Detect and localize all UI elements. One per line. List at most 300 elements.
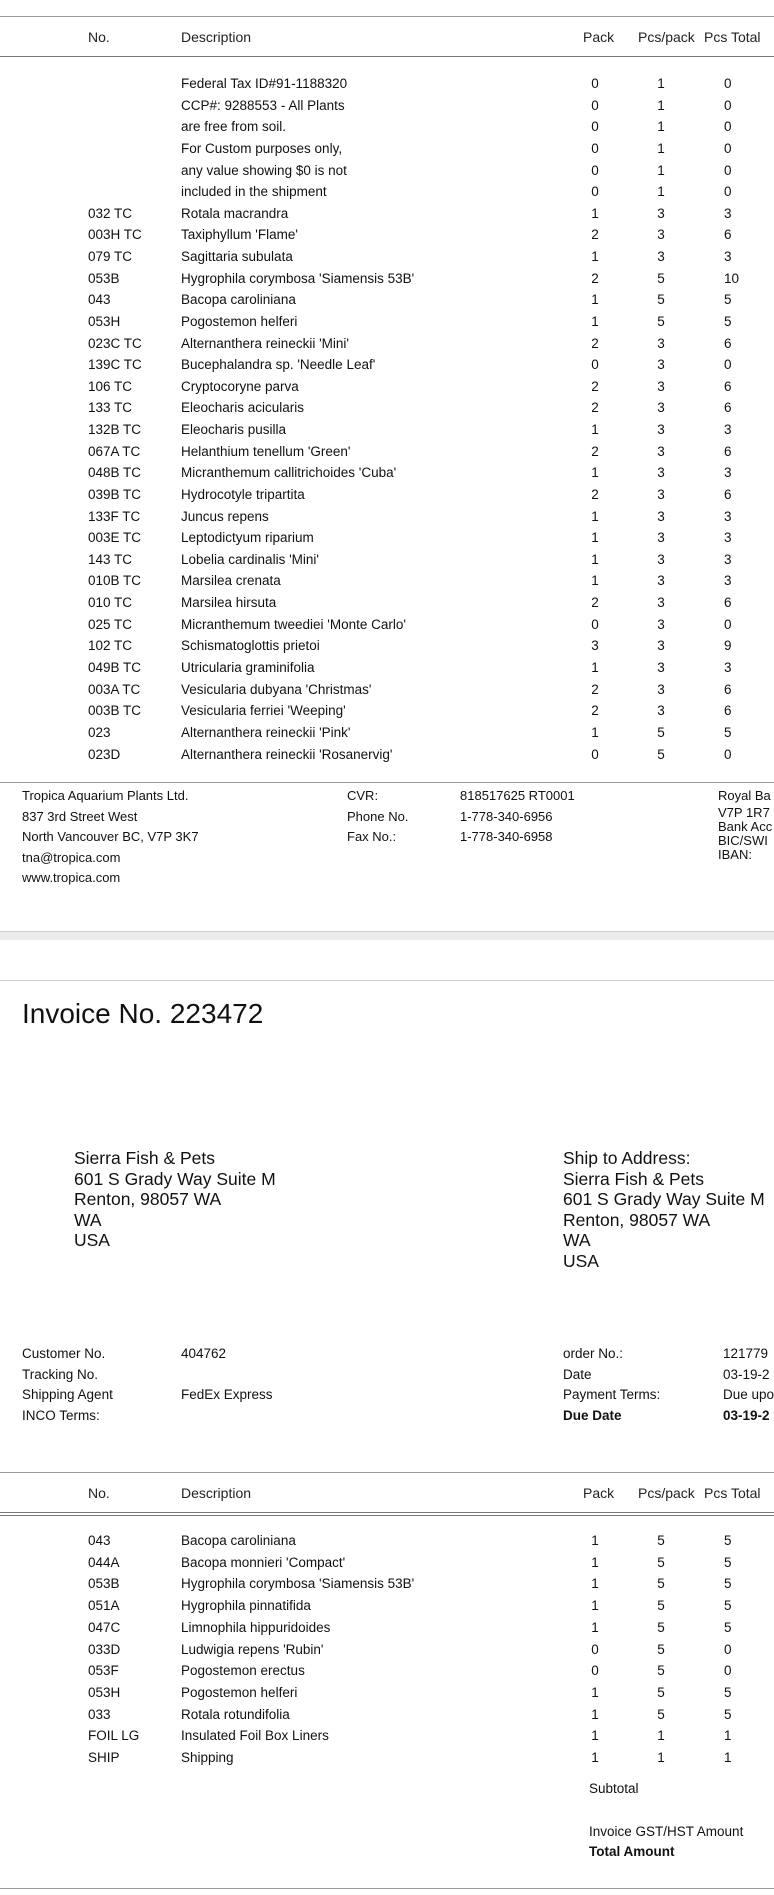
item-pack: 0 xyxy=(591,357,599,373)
table-row xyxy=(0,163,774,185)
item-description: Eleocharis acicularis xyxy=(181,400,305,416)
item-pcs-per-pack: 3 xyxy=(657,595,665,611)
col-description-header-2: Description xyxy=(181,1485,252,1501)
item-pcs-per-pack: 5 xyxy=(657,1554,665,1570)
item-no: 044A xyxy=(88,1554,120,1570)
table-row xyxy=(0,1642,774,1664)
item-pcs-total: 0 xyxy=(724,140,732,156)
table-row xyxy=(0,76,774,98)
table-row xyxy=(0,552,774,574)
item-description: Pogostemon helferi xyxy=(181,313,298,329)
item-pcs-per-pack: 3 xyxy=(657,465,665,481)
item-pack: 2 xyxy=(591,270,599,286)
company-city: North Vancouver BC, V7P 3K7 xyxy=(22,829,199,844)
phone-label: Phone No. xyxy=(347,808,409,824)
item-description: Hygrophila pinnatifida xyxy=(181,1598,311,1614)
item-pack: 2 xyxy=(591,227,599,243)
item-pack: 0 xyxy=(591,1641,599,1657)
item-no: 039B TC xyxy=(88,486,142,502)
item-pcs-total: 0 xyxy=(724,357,732,373)
item-pack: 1 xyxy=(591,551,599,567)
item-pcs-per-pack: 3 xyxy=(657,508,665,524)
item-no: 079 TC xyxy=(88,249,133,265)
item-pcs-per-pack: 3 xyxy=(657,530,665,546)
table-row xyxy=(0,206,774,228)
top-rule xyxy=(0,16,774,17)
item-pcs-total: 1 xyxy=(724,1750,732,1765)
item-pack: 1 xyxy=(591,1598,599,1614)
item-pcs-total: 5 xyxy=(724,1533,732,1548)
item-pcs-per-pack: 3 xyxy=(657,227,665,243)
item-pcs-per-pack: 5 xyxy=(657,1641,665,1657)
item-pcs-per-pack: 5 xyxy=(657,1706,665,1722)
item-pack: 3 xyxy=(591,638,599,654)
bill-to-street: 601 S Grady Way Suite M xyxy=(74,1168,276,1189)
item-description: Bacopa monnieri 'Compact' xyxy=(181,1554,346,1570)
cvr-label: CVR: xyxy=(347,788,379,803)
item-pcs-per-pack: 1 xyxy=(657,1728,665,1744)
item-pcs-total: 3 xyxy=(724,551,732,567)
company-name: Tropica Aquarium Plants Ltd. xyxy=(22,788,189,803)
item-description: Federal Tax ID#91-1188320 xyxy=(181,76,348,91)
payment-terms-label: Payment Terms: xyxy=(563,1387,661,1402)
item-pcs-total: 6 xyxy=(724,703,732,719)
page-break-white xyxy=(0,940,774,980)
item-pcs-total: 0 xyxy=(724,616,732,632)
item-pcs-total: 5 xyxy=(724,1619,732,1635)
ship-to-street: 601 S Grady Way Suite M xyxy=(563,1189,765,1209)
item-pcs-per-pack: 1 xyxy=(657,76,665,91)
item-pcs-total: 5 xyxy=(724,1684,732,1700)
item-no: SHIP xyxy=(88,1750,120,1765)
item-pcs-per-pack: 5 xyxy=(657,1619,665,1635)
bank-name: Royal Ba xyxy=(718,788,771,803)
table-row xyxy=(0,184,774,206)
item-no: 010B TC xyxy=(88,573,142,589)
item-pack: 1 xyxy=(591,292,599,308)
item-pcs-total: 6 xyxy=(724,443,732,459)
item-pcs-total: 3 xyxy=(724,465,732,481)
item-pcs-total: 0 xyxy=(724,97,732,113)
item-pack: 0 xyxy=(591,140,599,156)
table-row xyxy=(0,638,774,660)
fax-value: 1-778-340-6958 xyxy=(460,829,553,844)
bank-iban: IBAN: xyxy=(718,847,752,862)
table-row xyxy=(0,487,774,509)
table-row xyxy=(0,271,774,293)
bank-details xyxy=(718,786,772,862)
table-row xyxy=(0,1576,774,1598)
customer-no-label: Customer No. xyxy=(22,1346,106,1361)
table-row xyxy=(0,227,774,249)
item-pack: 2 xyxy=(591,335,599,351)
col-pack-header-2: Pack xyxy=(583,1485,615,1501)
item-pcs-per-pack: 3 xyxy=(657,335,665,351)
item-pack: 0 xyxy=(591,76,599,91)
bank-postal: V7P 1R7 xyxy=(718,805,770,820)
table-row xyxy=(0,119,774,141)
item-pcs-total: 3 xyxy=(724,422,732,438)
item-pcs-total: 0 xyxy=(724,184,732,200)
table-row xyxy=(0,379,774,401)
header-rule xyxy=(0,56,774,57)
item-pack: 1 xyxy=(591,1728,599,1744)
item-no: 043 xyxy=(88,292,111,308)
tracking-no-label: Tracking No. xyxy=(22,1366,99,1382)
ship-to-name: Sierra Fish & Pets xyxy=(563,1168,705,1189)
item-description: Taxiphyllum 'Flame' xyxy=(181,227,298,243)
item-pack: 2 xyxy=(591,378,599,394)
item-description: Rotala rotundifolia xyxy=(181,1706,290,1722)
item-pack: 2 xyxy=(591,703,599,719)
item-description: Pogostemon erectus xyxy=(181,1663,305,1679)
ship-to-city: Renton, 98057 WA xyxy=(563,1209,711,1230)
table-row xyxy=(0,98,774,120)
phone-value: 1-778-340-6956 xyxy=(460,808,553,824)
item-pcs-total: 3 xyxy=(724,508,732,524)
table-row xyxy=(0,249,774,271)
table-row xyxy=(0,1620,774,1642)
item-no: 047C xyxy=(88,1619,121,1635)
item-pack: 1 xyxy=(591,1554,599,1570)
item-no: 023D xyxy=(88,746,121,762)
item-no: 053F xyxy=(88,1663,119,1679)
company-email[interactable]: tna@tropica.com xyxy=(22,849,121,865)
table-row xyxy=(0,400,774,422)
item-pcs-per-pack: 3 xyxy=(657,443,665,459)
table-row xyxy=(0,1685,774,1707)
total-amount-label: Total Amount xyxy=(589,1844,675,1859)
table-row xyxy=(0,314,774,336)
table-row xyxy=(0,725,774,747)
item-pcs-total: 5 xyxy=(724,724,732,740)
item-pcs-total: 6 xyxy=(724,335,732,351)
item-description: Micranthemum tweediei 'Monte Carlo' xyxy=(181,616,406,632)
company-id-labels xyxy=(347,786,408,848)
item-description: For Custom purposes only, xyxy=(181,140,343,156)
order-no-value: 121779 xyxy=(723,1346,769,1361)
item-no: 053H xyxy=(88,1684,121,1700)
bill-to-address xyxy=(74,1148,276,1251)
table-row xyxy=(0,465,774,487)
item-pcs-per-pack: 3 xyxy=(657,660,665,675)
item-pcs-total: 5 xyxy=(724,1554,732,1570)
item-pcs-total: 0 xyxy=(724,119,732,135)
item-no: 043 xyxy=(88,1533,111,1548)
item-no: 102 TC xyxy=(88,638,133,654)
item-no: 025 TC xyxy=(88,616,133,632)
item-description: Sagittaria subulata xyxy=(181,249,293,265)
date-label: Date xyxy=(563,1366,592,1382)
item-pack: 0 xyxy=(591,119,599,135)
item-pack: 1 xyxy=(591,724,599,740)
item-description: Insulated Foil Box Liners xyxy=(181,1728,329,1744)
item-pack: 0 xyxy=(591,162,599,178)
item-pack: 0 xyxy=(591,97,599,113)
item-pack: 2 xyxy=(591,443,599,459)
item-no: 133 TC xyxy=(88,400,133,416)
bank-bic: BIC/SWI xyxy=(718,833,768,848)
item-pcs-per-pack: 1 xyxy=(657,162,665,178)
item-pcs-per-pack: 5 xyxy=(657,1684,665,1700)
table-row xyxy=(0,573,774,595)
order-no-label: order No.: xyxy=(563,1346,624,1361)
item-description: Limnophila hippuridoides xyxy=(181,1619,331,1635)
table-row xyxy=(0,1728,774,1750)
item-pcs-per-pack: 3 xyxy=(657,205,665,221)
item-pcs-total: 6 xyxy=(724,227,732,243)
customer-info-labels xyxy=(22,1344,113,1426)
item-description: are free from soil. xyxy=(181,119,287,135)
table-row xyxy=(0,530,774,552)
item-pcs-per-pack: 5 xyxy=(657,292,665,308)
item-description: any value showing $0 is not xyxy=(181,162,347,178)
item-description: Vesicularia ferriei 'Weeping' xyxy=(181,703,346,719)
ship-to-heading: Ship to Address: xyxy=(563,1148,691,1168)
item-pcs-total: 0 xyxy=(724,1641,732,1657)
bank-account: Bank Acc xyxy=(718,819,773,834)
table-row xyxy=(0,141,774,163)
item-pcs-total: 6 xyxy=(724,681,732,697)
table-row xyxy=(0,1555,774,1577)
shipping-agent-value: FedEx Express xyxy=(181,1387,273,1402)
item-pack: 1 xyxy=(591,1619,599,1635)
table-row xyxy=(0,703,774,725)
item-no: 049B TC xyxy=(88,660,142,675)
item-description: Schismatoglottis prietoi xyxy=(181,638,320,654)
item-pcs-per-pack: 3 xyxy=(657,249,665,265)
payment-terms-value: Due upo xyxy=(723,1387,774,1402)
due-date-label: Due Date xyxy=(563,1407,622,1423)
item-pcs-per-pack: 3 xyxy=(657,357,665,373)
bill-to-country: USA xyxy=(74,1230,110,1250)
item-pcs-per-pack: 5 xyxy=(657,1533,665,1548)
item-description: Lobelia cardinalis 'Mini' xyxy=(181,551,319,567)
item-pack: 0 xyxy=(591,184,599,200)
item-description: Bucephalandra sp. 'Needle Leaf' xyxy=(181,357,376,373)
item-description: Hygrophila corymbosa 'Siamensis 53B' xyxy=(181,270,415,286)
ship-to-state: WA xyxy=(563,1230,591,1250)
item-pcs-per-pack: 1 xyxy=(657,119,665,135)
table-top-rule-2 xyxy=(0,1472,774,1473)
item-no: 133F TC xyxy=(88,508,141,524)
item-pcs-per-pack: 5 xyxy=(657,313,665,329)
item-pcs-total: 0 xyxy=(724,746,732,762)
item-pcs-total: 6 xyxy=(724,400,732,416)
item-description: Ludwigia repens 'Rubin' xyxy=(181,1641,324,1657)
item-description: Leptodictyum riparium xyxy=(181,530,314,546)
customer-info-values xyxy=(181,1344,273,1426)
item-pcs-total: 3 xyxy=(724,573,732,589)
item-pack: 1 xyxy=(591,508,599,524)
item-pack: 2 xyxy=(591,595,599,611)
col-pcs-total-header-2: Pcs Total xyxy=(704,1485,761,1501)
item-pack: 1 xyxy=(591,249,599,265)
item-description: Alternanthera reineckii 'Pink' xyxy=(181,724,351,740)
item-description: Shipping xyxy=(181,1750,234,1765)
item-pack: 1 xyxy=(591,205,599,221)
item-no: 106 TC xyxy=(88,378,133,394)
item-no: 139C TC xyxy=(88,357,142,373)
item-no: 067A TC xyxy=(88,443,141,459)
item-pcs-total: 6 xyxy=(724,595,732,611)
inco-terms-label: INCO Terms: xyxy=(22,1407,100,1423)
company-address xyxy=(22,786,199,889)
item-pack: 1 xyxy=(591,465,599,481)
ship-to-address xyxy=(563,1148,765,1271)
item-pcs-per-pack: 5 xyxy=(657,270,665,286)
item-pack: 1 xyxy=(591,313,599,329)
item-no: 051A xyxy=(88,1598,120,1614)
item-pack: 1 xyxy=(591,1706,599,1722)
table-row xyxy=(0,1663,774,1685)
item-pcs-total: 5 xyxy=(724,313,732,329)
item-pack: 1 xyxy=(591,1533,599,1548)
col-pcs-per-pack-header-2: Pcs/pack xyxy=(638,1485,695,1501)
customer-no-value: 404762 xyxy=(181,1346,227,1361)
table-row xyxy=(0,747,774,769)
item-description: Alternanthera reineckii 'Rosanervig' xyxy=(181,746,393,762)
item-no: 023C TC xyxy=(88,335,142,351)
item-description: Bacopa caroliniana xyxy=(181,1533,296,1548)
due-date-value: 03-19-2 xyxy=(723,1407,770,1423)
item-no: 053B xyxy=(88,270,120,286)
item-description: Rotala macrandra xyxy=(181,205,289,221)
item-pack: 2 xyxy=(591,400,599,416)
inco-terms-value xyxy=(181,1406,273,1427)
order-info-labels xyxy=(563,1344,660,1426)
item-pcs-per-pack: 1 xyxy=(657,1750,665,1765)
item-pack: 2 xyxy=(591,681,599,697)
item-description: CCP#: 9288553 - All Plants xyxy=(181,97,345,113)
item-pcs-total: 3 xyxy=(724,660,732,675)
item-pack: 0 xyxy=(591,1663,599,1679)
item-no: 048B TC xyxy=(88,465,142,481)
item-pcs-per-pack: 1 xyxy=(657,140,665,156)
item-no: 053B xyxy=(88,1576,120,1592)
item-description: Pogostemon helferi xyxy=(181,1684,298,1700)
company-website[interactable]: www.tropica.com xyxy=(22,870,121,885)
header-rule-2a xyxy=(0,1512,774,1513)
item-description: included in the shipment xyxy=(181,184,327,200)
table-row xyxy=(0,617,774,639)
table-row xyxy=(0,660,774,682)
table-row xyxy=(0,336,774,358)
item-pcs-per-pack: 3 xyxy=(657,573,665,589)
item-no: 010 TC xyxy=(88,595,133,611)
item-pack: 1 xyxy=(591,530,599,546)
bill-to-state: WA xyxy=(74,1209,102,1230)
item-no: 003A TC xyxy=(88,681,141,697)
item-pcs-total: 3 xyxy=(724,530,732,546)
item-pcs-per-pack: 3 xyxy=(657,638,665,654)
col-pack-header: Pack xyxy=(583,29,615,45)
item-pcs-per-pack: 5 xyxy=(657,1576,665,1592)
shipping-agent-label: Shipping Agent xyxy=(22,1387,113,1402)
company-street: 837 3rd Street West xyxy=(22,808,138,824)
item-no: 003H TC xyxy=(88,227,142,243)
item-pack: 1 xyxy=(591,1576,599,1592)
item-pcs-total: 9 xyxy=(724,638,732,654)
table-row xyxy=(0,357,774,379)
date-value: 03-19-2 xyxy=(723,1366,770,1382)
item-description: Helanthium tenellum 'Green' xyxy=(181,443,351,459)
item-pcs-total: 5 xyxy=(724,1576,732,1592)
table-row xyxy=(0,509,774,531)
item-pcs-total: 0 xyxy=(724,1663,732,1679)
order-info-values xyxy=(723,1344,774,1426)
subtotal-label: Subtotal xyxy=(589,1781,639,1796)
item-description: Marsilea hirsuta xyxy=(181,595,277,611)
item-pack: 2 xyxy=(591,486,599,502)
col-no-header-2: No. xyxy=(88,1485,110,1501)
item-no: 032 TC xyxy=(88,205,133,221)
item-pcs-total: 0 xyxy=(724,162,732,178)
item-pcs-per-pack: 3 xyxy=(657,400,665,416)
item-description: Vesicularia dubyana 'Christmas' xyxy=(181,681,372,697)
table-row xyxy=(0,422,774,444)
item-pcs-per-pack: 5 xyxy=(657,1598,665,1614)
item-pcs-total: 5 xyxy=(724,1706,732,1722)
item-no: 003B TC xyxy=(88,703,142,719)
col-no-header: No. xyxy=(88,29,110,45)
table-row xyxy=(0,1533,774,1555)
item-description: Hygrophila corymbosa 'Siamensis 53B' xyxy=(181,1576,415,1592)
item-pack: 1 xyxy=(591,573,599,589)
table-row xyxy=(0,595,774,617)
item-pcs-total: 3 xyxy=(724,249,732,265)
item-description: Micranthemum callitrichoides 'Cuba' xyxy=(181,465,397,481)
item-description: Eleocharis pusilla xyxy=(181,422,287,438)
item-pcs-total: 6 xyxy=(724,486,732,502)
item-pcs-total: 3 xyxy=(724,205,732,221)
item-no: FOIL LG xyxy=(88,1728,140,1744)
bill-to-city: Renton, 98057 WA xyxy=(74,1189,222,1209)
item-description: Marsilea crenata xyxy=(181,573,281,589)
item-no: 033D xyxy=(88,1641,121,1657)
item-pcs-per-pack: 3 xyxy=(657,551,665,567)
footer-rule xyxy=(0,782,774,783)
item-pack: 0 xyxy=(591,746,599,762)
col-pcs-per-pack-header: Pcs/pack xyxy=(638,29,695,45)
col-description-header: Description xyxy=(181,29,252,45)
header-rule-2b xyxy=(0,1515,774,1516)
item-pack: 1 xyxy=(591,1684,599,1700)
item-pcs-per-pack: 3 xyxy=(657,703,665,719)
item-pcs-per-pack: 3 xyxy=(657,616,665,632)
ship-to-country: USA xyxy=(563,1250,599,1271)
bottom-rule xyxy=(0,1888,774,1889)
item-pcs-total: 5 xyxy=(724,1598,732,1614)
item-no: 143 TC xyxy=(88,551,133,567)
company-id-values xyxy=(460,786,575,848)
gst-amount-label: Invoice GST/HST Amount xyxy=(589,1824,744,1839)
item-pcs-total: 5 xyxy=(724,292,732,308)
item-pcs-total: 0 xyxy=(724,76,732,91)
item-pcs-per-pack: 3 xyxy=(657,378,665,394)
item-pack: 0 xyxy=(591,616,599,632)
table-row xyxy=(0,1750,774,1772)
bill-to-name: Sierra Fish & Pets xyxy=(74,1148,216,1168)
item-no: 053H xyxy=(88,313,121,329)
table-row xyxy=(0,444,774,466)
item-no: 033 xyxy=(88,1706,111,1722)
table-row xyxy=(0,1598,774,1620)
item-pcs-total: 6 xyxy=(724,378,732,394)
item-pcs-per-pack: 5 xyxy=(657,724,665,740)
item-pcs-per-pack: 1 xyxy=(657,97,665,113)
item-pcs-per-pack: 1 xyxy=(657,184,665,200)
